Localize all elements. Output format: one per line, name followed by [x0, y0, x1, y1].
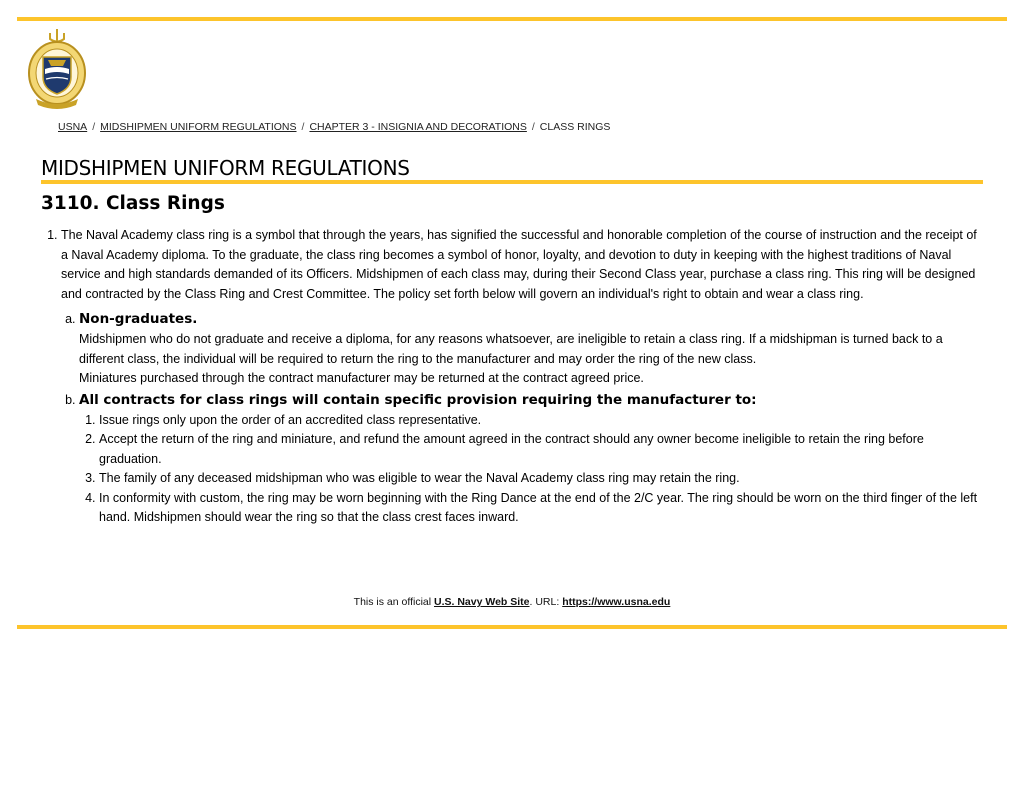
item-1-text: The Naval Academy class ring is a symbol that through the years, has signified the successful and honorable completion of the course of instruction and the receipt of a Naval Academy diploma. To the graduate, the class ring becomes a symbol of honor, loyalty, and devotion to duty in keeping with the highest traditions of Naval service and high standards demanded of its Officers. Midshipmen of each class may, during their Second Class year, purchase a class ring. This ring will be designed and contracted by the Class Ring and Crest Committee. The policy set forth below will govern an individual's right to obtain and wear a class ring. [61, 228, 977, 301]
section-heading: 3110. Class Rings [41, 193, 225, 214]
list-item [61, 226, 986, 528]
footer-middle: . URL: [529, 596, 563, 608]
page-title: MIDSHIPMEN UNIFORM REGULATIONS [41, 156, 410, 180]
list-item: 4. In conformity with custom, the ring may be worn beginning with the Ring Dance at the end of the 2/C year. The ring should be worn on the third finger of the left hand. Midshipmen should wear the ring so that the class crest faces inward. [99, 489, 986, 528]
breadcrumb-link-uniform-regulations[interactable]: MIDSHIPMEN UNIFORM REGULATIONS [100, 121, 297, 133]
breadcrumb-separator: / [301, 121, 305, 133]
footer-notice [0, 596, 1024, 608]
bottom-gold-rule [17, 625, 1007, 629]
breadcrumb [58, 121, 610, 133]
breadcrumb-link-chapter-3[interactable]: CHAPTER 3 - INSIGNIA AND DECORATIONS [309, 121, 527, 133]
sub-list [61, 308, 986, 528]
list-item: 2. Accept the return of the ring and miniature, and refund the amount agreed in the contract should any owner become ineligible to retain the ring before graduation. [99, 430, 986, 469]
sub-item-a-heading: Non-graduates. [79, 311, 198, 327]
breadcrumb-current-page: CLASS RINGS [539, 121, 611, 133]
provision-list [79, 411, 986, 528]
sub-item-a-paragraph-2: Miniatures purchased through the contract manufacturer may be returned at the contract agreed price. [79, 371, 644, 385]
sub-item-a [79, 308, 986, 389]
usna-seal-icon[interactable] [26, 27, 88, 111]
title-gold-rule [41, 180, 983, 184]
breadcrumb-separator: / [92, 121, 96, 133]
list-item: 3. The family of any deceased midshipman who was eligible to wear the Naval Academy class ring may retain the ring. [99, 469, 986, 489]
sub-item-a-paragraph-1: Midshipmen who do not graduate and receive a diploma, for any reasons whatsoever, are ineligible to retain a class ring. If a midshipman is turned back to a different class, the individual will be required to return the ring to the manufacturer and may order the ring of the new class. [79, 332, 943, 366]
list-item: 1. Issue rings only upon the order of an accredited class representative. [99, 411, 986, 431]
breadcrumb-separator: / [531, 121, 535, 133]
sub-item-b [79, 389, 986, 528]
main-list [41, 226, 986, 528]
sub-item-b-heading: All contracts for class rings will contain specific provision requiring the manufacturer to: [79, 391, 757, 408]
usna-url-link[interactable]: https://www.usna.edu [562, 596, 671, 608]
navy-web-site-link[interactable]: U.S. Navy Web Site [434, 596, 530, 608]
article-body [41, 226, 986, 528]
top-gold-rule [17, 17, 1007, 21]
footer-prefix: This is an official [353, 596, 434, 608]
breadcrumb-link-usna[interactable]: USNA [58, 121, 88, 133]
